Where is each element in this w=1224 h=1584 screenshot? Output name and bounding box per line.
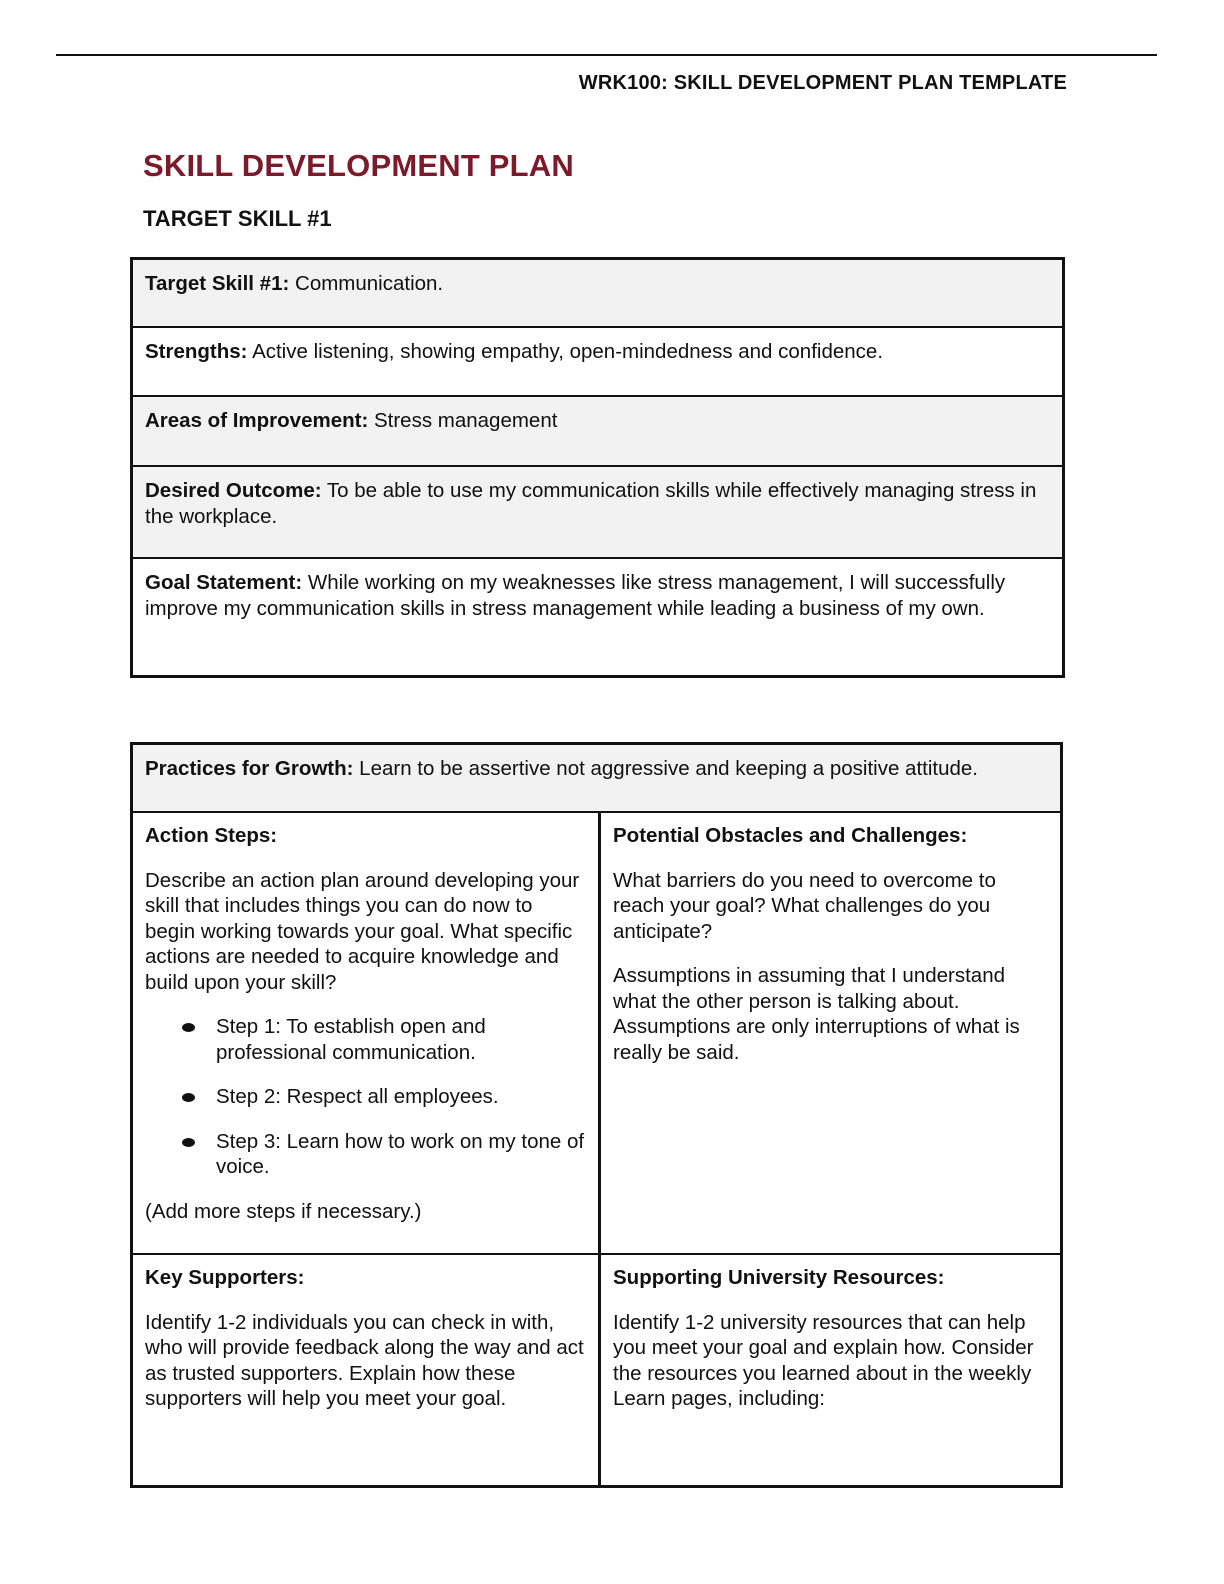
- obstacles-answer: Assumptions in assuming that I understand what the other person is talking about. Assumptions are only interruptions of what is really be said.: [613, 964, 1020, 1064]
- university-resources-description: Identify 1-2 university resources that can help you meet your goal and explain how. Consider the resources you learned about in the weekly Learn pages, including:: [613, 1310, 1034, 1410]
- action-steps-description: Describe an action plan around developing your skill that includes things you can do now to begin working towards your goal. What specific actions are needed to acquire knowledge and build upon your skill?: [145, 868, 580, 994]
- goal-statement-label: Goal Statement:: [145, 571, 303, 594]
- strengths-label: Strengths:: [145, 340, 248, 363]
- target-skill-table: [130, 257, 1065, 678]
- strengths-row: [133, 328, 1062, 397]
- target-skill-label: Target Skill #1:: [145, 272, 290, 295]
- section-title: TARGET SKILL #1: [143, 206, 332, 231]
- action-steps-cell: [133, 813, 601, 1253]
- header-title: WRK100: SKILL DEVELOPMENT PLAN TEMPLATE: [578, 72, 1067, 94]
- goal-statement-value: While working on my weaknesses like stress management, I will successfully improve my communication skills in stress management while leading a business of my own.: [145, 571, 1006, 620]
- desired-outcome-row: [133, 467, 1062, 559]
- action-steps-note: (Add more steps if necessary.): [145, 1199, 422, 1223]
- step-text: Step 1: To establish open and professional communication.: [216, 1015, 486, 1064]
- action-steps-list: [145, 1014, 586, 1180]
- bullet-icon: [182, 1093, 195, 1102]
- supporters-resources-row: [133, 1255, 1060, 1485]
- step-text: Step 3: Learn how to work on my tone of voice.: [216, 1129, 585, 1178]
- obstacles-cell: [601, 813, 1060, 1253]
- action-plan-table: [130, 742, 1063, 1488]
- strengths-value: Active listening, showing empathy, open-mindedness and confidence.: [247, 340, 884, 363]
- university-resources-cell: [601, 1255, 1060, 1485]
- key-supporters-heading: Key Supporters:: [145, 1266, 305, 1289]
- list-item: [145, 1129, 586, 1180]
- steps-obstacles-row: [133, 813, 1060, 1255]
- goal-statement-row: [133, 559, 1062, 675]
- practices-value: Learn to be assertive not aggressive and keeping a positive attitude.: [353, 757, 978, 780]
- action-steps-heading: Action Steps:: [145, 824, 278, 847]
- obstacles-description: What barriers do you need to overcome to reach your goal? What challenges do you anticipate?: [613, 868, 996, 943]
- practices-for-growth-row: [133, 745, 1060, 813]
- key-supporters-cell: [133, 1255, 601, 1485]
- header-rule: [56, 54, 1157, 56]
- desired-outcome-value: To be able to use my communication skills while effectively managing stress in the workplace.: [145, 479, 1037, 528]
- bullet-icon: [182, 1023, 195, 1032]
- areas-of-improvement-row: [133, 397, 1062, 467]
- list-item: [145, 1014, 586, 1065]
- desired-outcome-label: Desired Outcome:: [145, 479, 322, 502]
- target-skill-row: [133, 260, 1062, 328]
- practices-label: Practices for Growth:: [145, 757, 354, 780]
- step-text: Step 2: Respect all employees.: [216, 1085, 499, 1108]
- obstacles-heading: Potential Obstacles and Challenges:: [613, 824, 968, 847]
- key-supporters-description: Identify 1-2 individuals you can check in with, who will provide feedback along the way and act as trusted supporters. Explain how these supporters will help you meet your goal.: [145, 1310, 584, 1410]
- list-item: [145, 1084, 586, 1110]
- university-resources-heading: Supporting University Resources:: [613, 1266, 945, 1289]
- areas-of-improvement-value: Stress management: [368, 409, 558, 432]
- areas-of-improvement-label: Areas of Improvement:: [145, 409, 369, 432]
- document-title: SKILL DEVELOPMENT PLAN: [143, 148, 574, 183]
- bullet-icon: [182, 1138, 195, 1147]
- target-skill-value: Communication.: [289, 272, 444, 295]
